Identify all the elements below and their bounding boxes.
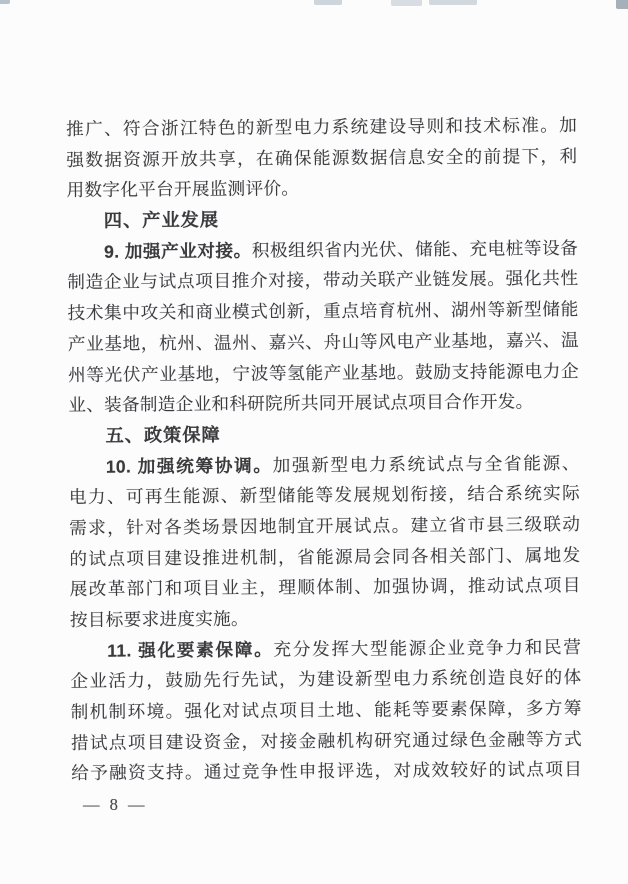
text-line: 制机制环境。强化对试点项目土地、能耗等要素保障，多方筹 <box>70 698 582 723</box>
text-line: 业、装备制造企业和科研院所共同开展试点项目合作开发。 <box>68 391 534 416</box>
scan-artifact <box>429 0 477 5</box>
text-line: 电力、可再生能源、新型储能等发展规划衔接，结合系统实际 <box>68 483 581 508</box>
section-heading: 五、政策保障 <box>105 424 221 446</box>
text-line: 需求，针对各类场景因地制宜开展试点。建立省市县三级联动 <box>69 513 581 538</box>
text-line: 9. 加强产业对接。积极组织省内光伏、储能、充电桩等设备 <box>104 237 579 262</box>
document-body <box>66 110 582 789</box>
page-number: — 8 — <box>83 795 148 814</box>
text-line: 11. 强化要素保障。充分发挥大型能源企业竞争力和民营 <box>107 636 582 661</box>
scan-artifact <box>0 0 10 4</box>
scan-artifact <box>391 0 422 6</box>
scan-artifact <box>314 0 342 5</box>
text-line: 州等光伏产业基地，宁波等氢能产业基地。鼓励支持能源电力企 <box>67 360 580 385</box>
text-line: 的试点项目建设推进机制，省能源局会同各相关部门、属地发 <box>69 544 581 569</box>
text-line: 10. 加强统筹协调。加强新型电力系统试点与全省能源、 <box>105 452 580 477</box>
text-line: 产业基地，杭州、温州、嘉兴、舟山等风电产业基地，嘉兴、温 <box>67 329 579 354</box>
text-line: 给予融资支持。通过竞争性申报评选，对成效较好的试点项目 <box>71 759 583 784</box>
text-line: 用数字化平台开展监测评价。 <box>66 178 300 201</box>
text-line: 技术集中攻关和商业模式创新，重点培育杭州、湖州等新型储能 <box>67 299 579 324</box>
text-line: 推广、符合浙江特色的新型电力系统建设导则和技术标准。加 <box>66 114 578 139</box>
text-line: 企业活力，鼓励先行先试，为建设新型电力系统创造良好的体 <box>70 667 582 692</box>
text-line: 强数据资源开放共享，在确保能源数据信息安全的前提下，利 <box>66 145 578 170</box>
text-line: 展改革部门和项目业主，理顺体制、加强协调，推动试点项目 <box>69 575 581 600</box>
text-line: 按目标要求进度实施。 <box>69 608 250 630</box>
scan-artifact <box>616 0 628 9</box>
text-line: 制造企业与试点项目推介对接，带动关联产业链发展。强化共性 <box>67 268 579 293</box>
section-heading: 四、产业发展 <box>103 209 220 231</box>
text-line: 措试点项目建设资金，对接金融机构研究通过绿色金融等方式 <box>70 728 583 753</box>
